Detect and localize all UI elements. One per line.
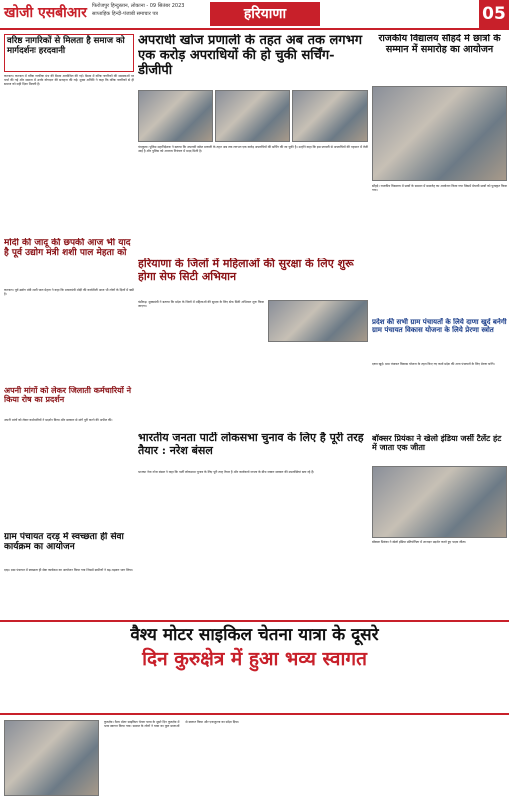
- article-body: अपनी मांगों को लेकर कर्मचारियों ने प्रदर्शन किया और सरकार से मांगें पूरी करने की अपील की।: [4, 418, 113, 422]
- headline: प्रदेश की सभी ग्राम पंचायतों के लिये दाणा खुर्द बनेगी ग्राम पंचायत विकास योजना के लिये प्रेरणा स्त्रोत: [372, 318, 507, 335]
- school-photo: [372, 86, 507, 181]
- banner-headline-line2: दिन कुरुक्षेत्र में हुआ भव्य स्वागत: [142, 647, 367, 670]
- article-body: बॉक्सर प्रियंका ने खेलो इंडिया प्रतियोगिता में शानदार प्रदर्शन करते हुए पदक जीता।: [372, 540, 467, 544]
- story-gram-panchayat: [372, 318, 507, 360]
- headline: हरियाणा के जिलों में महिलाओं की सुरक्षा के लिए शुरू होगा सेफ सिटी अभियान: [138, 258, 354, 283]
- story-boxer-priyanka: [372, 434, 507, 464]
- officials-photo: [215, 90, 290, 142]
- headline: बॉक्सर प्रियंका ने खेलो इंडिया जर्सी टैलेंट हंट में जाता एक जीता: [372, 434, 502, 453]
- headline: भारतीय जनता पार्टी लोकसभा चुनाव के लिए है पूरी तरह तैयार : नरेश बंसल: [138, 432, 364, 457]
- story-safe-city: [138, 258, 368, 298]
- boxer-photo: [372, 466, 507, 538]
- banner-story: [0, 620, 509, 715]
- page-number: 05: [479, 0, 509, 28]
- headline: अपराधी खोज प्रणाली के तहत अब तक लगभग एक करोड़ अपराधियों की हो चुकी सर्चिंग-डीजीपी: [138, 34, 363, 78]
- event-photo: [292, 90, 368, 142]
- rally-photo: [4, 720, 99, 796]
- story-senior-citizens: [4, 34, 134, 72]
- brand-logo: खोजी एसबीआर: [4, 5, 87, 21]
- article-body: दरड़। ग्राम पंचायत में स्वच्छता ही सेवा कार्यक्रम का आयोजन किया गया जिसमें ग्रामीणों ने बढ़-चढ़कर भाग लिया।: [4, 568, 134, 572]
- headline: ग्राम पंचायत दरड़ में स्वच्छता ही सेवा कार्यक्रम का आयोजन: [4, 532, 124, 553]
- headline: मोदी की जादू की छपकी आज भी याद है पूर्व उद्योग मंत्री शशी पाल मेहता को: [4, 238, 131, 259]
- banner-article-body: कुरुक्षेत्र। वैश्य मोटर साइकिल चेतना यात्रा के दूसरे दिन कुरुक्षेत्र में भव्य स्वागत किया गया। समाज के लोगों ने यात्रा का फूल मालाओं से स्वागत किया और एकजुटता का संदेश दिया।: [104, 720, 240, 729]
- article-body: भाजपा नेता नरेश बंसल ने कहा कि पार्टी लोकसभा चुनाव के लिए पूरी तरह तैयार है और कार्यकर्ता जनता के बीच जाकर सरकार की उपलब्धियां बता रहे हैं।: [138, 470, 315, 474]
- article-body: पंचकूला। पुलिस महानिदेशक ने बताया कि अपराधी खोज प्रणाली के तहत अब तक लगभग एक करोड़ अपराधियों की सर्चिंग की जा चुकी है। उन्होंने कहा कि इस प्रणाली से अपराधियों की पहचान में तेजी आई है और पुलिस को अपराध नियंत्रण में मदद मिली है।: [138, 145, 368, 154]
- story-employee-protest: [4, 386, 134, 416]
- story-school-function: [372, 34, 507, 84]
- article-body: करनाल। पूर्व उद्योग मंत्री शशी पाल मेहता ने कहा कि प्रधानमंत्री मोदी की कार्यशैली आज भी लोगों के दिलों में बसी है।: [4, 288, 134, 297]
- headline: वरिष्ठ नागरिकों से मिलता है समाज को मार्गदर्शनः हरदवानी: [7, 36, 125, 56]
- dateline: फिरोजपुर हिन्दुस्तान, लोकाना - 09 सितंबर 2023: [92, 3, 185, 9]
- safe-city-photo: [268, 300, 368, 342]
- article-body: सौंहदे। राजकीय विद्यालय में छात्रों के सम्मान में समारोह का आयोजन किया गया जिसमें मेधावी छात्रों को पुरस्कृत किया गया।: [372, 184, 507, 193]
- section-title: हरियाणा: [210, 2, 320, 26]
- story-bjp-ready: [138, 432, 368, 468]
- article-body: चंडीगढ़। मुख्यमंत्री ने बताया कि प्रदेश के जिलों में महिलाओं की सुरक्षा के लिए सेफ सिटी अभियान शुरू किया जाएगा।: [138, 300, 264, 309]
- police-meeting-photo: [138, 90, 213, 142]
- headline: राजकीय विद्यालय सौंहदे में छात्रों के सम्मान में समारोह का आयोजन: [378, 34, 501, 55]
- story-crime-search: [138, 34, 368, 86]
- banner-headline-line1: वैश्य मोटर साइकिल चेतना यात्रा के दूसरे: [130, 625, 379, 645]
- masthead: [0, 0, 509, 30]
- story-swachhta: [4, 532, 134, 566]
- article-body: दाणा खुर्द। ग्राम पंचायत विकास योजना के तहत किए गए कार्य प्रदेश की अन्य पंचायतों के लिए प्रेरणा बनेंगे।: [372, 362, 495, 366]
- story-modi-magic: [4, 238, 134, 286]
- article-body: करनाल। करनाल में वरिष्ठ नागरिक मंच की बैठक आयोजित की गई। बैठक में वरिष्ठ नागरिकों की समस्याओं पर चर्चा की गई और समाज में उनके योगदान की सराहना की गई। मुख्य अतिथि ने कहा कि वरिष्ठ नागरिकों से ही समाज को सही दिशा मिलती है।: [4, 74, 134, 87]
- headline: अपनी मांगों को लेकर जिलाती कर्मचारियों ने किया रोष का प्रदर्शन: [4, 386, 132, 405]
- subline: साप्ताहिक हिन्दी-पंजाबी समाचार पत्र: [92, 11, 158, 17]
